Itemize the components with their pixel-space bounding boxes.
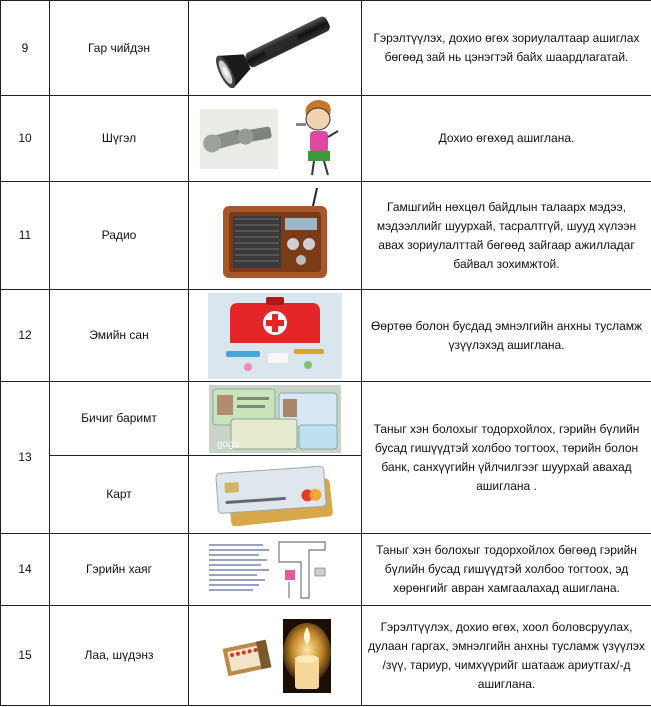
item-name: Лаа, шүдэнз	[50, 606, 189, 706]
item-description: Таныг хэн болохыг тодорхойлох, гэрийн бүлийн бусад гишүүдтэй холбоо тогтоох, төрийн болон банк, санхүүгийн үйлчилгээг шуурхай авахад ашиглана .	[362, 382, 651, 534]
item-name: Бичиг баримт	[50, 382, 189, 456]
radio-image	[219, 188, 331, 284]
item-name: Карт	[50, 456, 189, 534]
item-image-cell	[189, 96, 362, 182]
row-number: 11	[1, 182, 50, 290]
item-image-cell	[189, 456, 362, 534]
item-description: Гамшгийн нөхцөл байдлын талаарх мэдээ, мэдээллийг шуурхай, тасралтгүй, шууд хүлээн авах зориулалттай бөгөөд зайгаар ажилладаг байвал зохимжтой.	[362, 182, 651, 290]
row-number: 13	[1, 382, 50, 534]
row-number: 9	[1, 1, 50, 96]
table-row	[1, 382, 651, 456]
item-image-cell	[189, 606, 362, 706]
item-name: Эмийн сан	[50, 290, 189, 382]
table-row	[1, 182, 651, 290]
item-image-cell	[189, 182, 362, 290]
item-description: Өөртөө болон бусдад эмнэлгийн анхны тусламж үзүүлэхэд ашиглана.	[362, 290, 651, 382]
item-description: Гэрэлтүүлэх, дохио өгөх зориулалтаар ашиглах бөгөөд зай нь цэнэгтэй байх шаардлагатай.	[362, 1, 651, 96]
item-image-cell	[189, 382, 362, 456]
candle-image	[283, 619, 331, 693]
item-name: Шүгэл	[50, 96, 189, 182]
table-row	[1, 606, 651, 706]
item-image-cell	[189, 1, 362, 96]
id-documents-image	[209, 385, 341, 453]
table-row	[1, 96, 651, 182]
whistling-girl-image	[286, 97, 350, 181]
table-row	[1, 534, 651, 606]
address-map-image	[205, 538, 345, 602]
item-image-cell	[189, 534, 362, 606]
row-number: 12	[1, 290, 50, 382]
row-number: 15	[1, 606, 50, 706]
item-image-cell	[189, 290, 362, 382]
watermark-text: gogo	[217, 438, 240, 450]
table-row	[1, 290, 651, 382]
item-name: Гэрийн хаяг	[50, 534, 189, 606]
matchbox-image	[219, 630, 275, 682]
row-number: 10	[1, 96, 50, 182]
table-row	[1, 1, 651, 96]
flashlight-image	[214, 8, 336, 88]
item-name: Гар чийдэн	[50, 1, 189, 96]
item-description: Гэрэлтүүлэх, дохио өгөх, хоол боловсруулах, дулаан гаргах, эмнэлгийн анхны тусламж үзүүлэх /зүү, тариур, чимхүүрийг шатааж ариутгах/-д ашиглана.	[362, 606, 651, 706]
bank-cards-image	[209, 464, 341, 526]
item-description: Дохио өгөхөд ашиглана.	[362, 96, 651, 182]
item-description: Таныг хэн болохыг тодорхойлох бөгөөд гэрийн бүлийн бусад гишүүдтэй холбоо тогтоох, эд хөрөнгийг авран хамгаалахад ашиглана.	[362, 534, 651, 606]
item-name: Радио	[50, 182, 189, 290]
whistle-image	[200, 109, 278, 169]
first-aid-kit-image	[208, 293, 342, 379]
row-number: 14	[1, 534, 50, 606]
